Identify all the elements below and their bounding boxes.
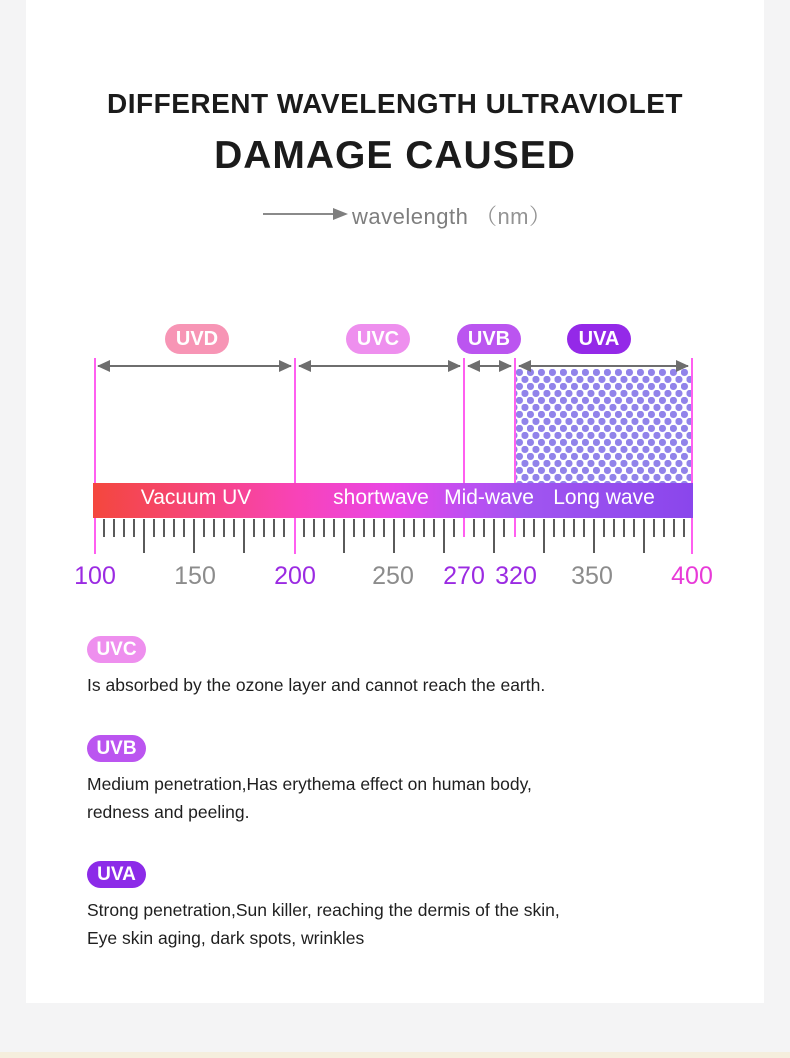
section-text-uvc: [87, 671, 707, 699]
ruler-tick: [553, 519, 555, 537]
ruler-tick: [563, 519, 565, 537]
wavelength-word: wavelength: [352, 204, 469, 229]
ruler-tick: [623, 519, 625, 537]
ruler-tick: [273, 519, 275, 537]
axis-tick-label: 150: [174, 562, 216, 590]
ruler-tick: [233, 519, 235, 537]
band-badge-uvd: UVD: [165, 324, 229, 354]
ruler-tick: [243, 519, 245, 553]
arrow-right-icon: [448, 360, 461, 372]
section-badge-uvb: UVB: [87, 735, 146, 762]
ruler-tick: [643, 519, 645, 553]
ruler-tick: [603, 519, 605, 537]
axis-tick-label: 250: [372, 562, 414, 590]
boundary-line-200nm: [294, 358, 296, 554]
range-arrow-uva: [516, 360, 691, 372]
ruler-tick: [313, 519, 315, 537]
boundary-line-100nm: [94, 358, 96, 554]
bar-label-vacuum-uv: Vacuum UV: [140, 486, 252, 509]
ruler-tick: [183, 519, 185, 537]
axis-tick-label: 100: [74, 562, 116, 590]
range-arrow-uvb: [465, 360, 514, 372]
section-badge-uva: UVA: [87, 861, 146, 888]
band-badge-uvc: UVC: [346, 324, 410, 354]
section-text-line: redness and peeling.: [87, 802, 250, 822]
ruler-tick: [583, 519, 585, 537]
ruler-tick: [443, 519, 445, 553]
section-text-uvb: [87, 770, 707, 826]
bar-label-mid-wave: Mid-wave: [444, 486, 534, 509]
ruler-tick: [363, 519, 365, 537]
ruler-tick: [263, 519, 265, 537]
ruler-tick: [173, 519, 175, 537]
section-text-line: Medium penetration,Has erythema effect on human body,: [87, 774, 532, 794]
ruler-tick: [613, 519, 615, 537]
ruler-tick: [303, 519, 305, 537]
ruler-tick: [193, 519, 195, 553]
axis-tick-label: 320: [495, 562, 537, 590]
arrow-right-icon: [676, 360, 689, 372]
ruler-tick: [573, 519, 575, 537]
boundary-line-400nm: [691, 358, 693, 554]
ruler-tick: [523, 519, 525, 537]
page-title-line1: DIFFERENT WAVELENGTH ULTRAVIOLET: [107, 88, 683, 119]
uva-dot-pattern-area: [516, 369, 691, 483]
wavelength-unit: （nm）: [474, 204, 552, 229]
ruler-tick: [403, 519, 405, 537]
ruler-tick: [133, 519, 135, 537]
ruler-tick: [543, 519, 545, 553]
ruler-tick: [423, 519, 425, 537]
ruler-tick: [103, 519, 105, 537]
band-badge-uva: UVA: [567, 324, 631, 354]
ruler-tick: [163, 519, 165, 537]
section-text-line: Strong penetration,Sun killer, reaching the dermis of the skin,: [87, 900, 560, 920]
ruler-tick: [433, 519, 435, 537]
ruler-tick: [503, 519, 505, 537]
ruler-tick: [483, 519, 485, 537]
ruler-tick: [533, 519, 535, 537]
axis-tick-label: 200: [274, 562, 316, 590]
bar-label-shortwave: shortwave: [333, 486, 429, 509]
arrow-right-icon: [499, 360, 512, 372]
ruler-tick: [663, 519, 665, 537]
section-badge-uvc: UVC: [87, 636, 146, 663]
ruler-tick: [453, 519, 455, 537]
band-badge-uvb: UVB: [457, 324, 521, 354]
axis-tick-label: 350: [571, 562, 613, 590]
ruler-tick: [593, 519, 595, 553]
ruler-tick: [123, 519, 125, 537]
section-text-line: Eye skin aging, dark spots, wrinkles: [87, 928, 365, 948]
ruler-tick: [493, 519, 495, 553]
ruler-tick: [333, 519, 335, 537]
ruler-tick: [373, 519, 375, 537]
ruler-tick: [253, 519, 255, 537]
ruler-tick: [343, 519, 345, 553]
section-text-line: Is absorbed by the ozone layer and cannot reach the earth.: [87, 675, 546, 695]
ruler-tick: [213, 519, 215, 537]
ruler-tick: [203, 519, 205, 537]
ruler-tick: [673, 519, 675, 537]
range-arrow-uvd: [95, 360, 294, 372]
page-title-line2: DAMAGE CAUSED: [214, 134, 576, 177]
ruler-tick: [323, 519, 325, 537]
ruler-tick: [283, 519, 285, 537]
ruler-tick: [633, 519, 635, 537]
ruler-tick: [393, 519, 395, 553]
ruler-tick: [223, 519, 225, 537]
ruler-tick: [653, 519, 655, 537]
ruler-tick: [383, 519, 385, 537]
ruler-tick: [683, 519, 685, 537]
ruler-tick: [413, 519, 415, 537]
bar-label-long-wave: Long wave: [553, 486, 655, 509]
axis-tick-label: 400: [671, 562, 713, 590]
ruler-tick: [153, 519, 155, 537]
section-text-uva: [87, 896, 707, 952]
ruler-tick: [473, 519, 475, 537]
bottom-accent-strip: [0, 1052, 790, 1058]
range-arrow-uvc: [296, 360, 463, 372]
axis-tick-label: 270: [443, 562, 485, 590]
arrow-right-icon: [279, 360, 292, 372]
ruler-tick: [353, 519, 355, 537]
ruler-tick: [113, 519, 115, 537]
ruler-tick: [143, 519, 145, 553]
